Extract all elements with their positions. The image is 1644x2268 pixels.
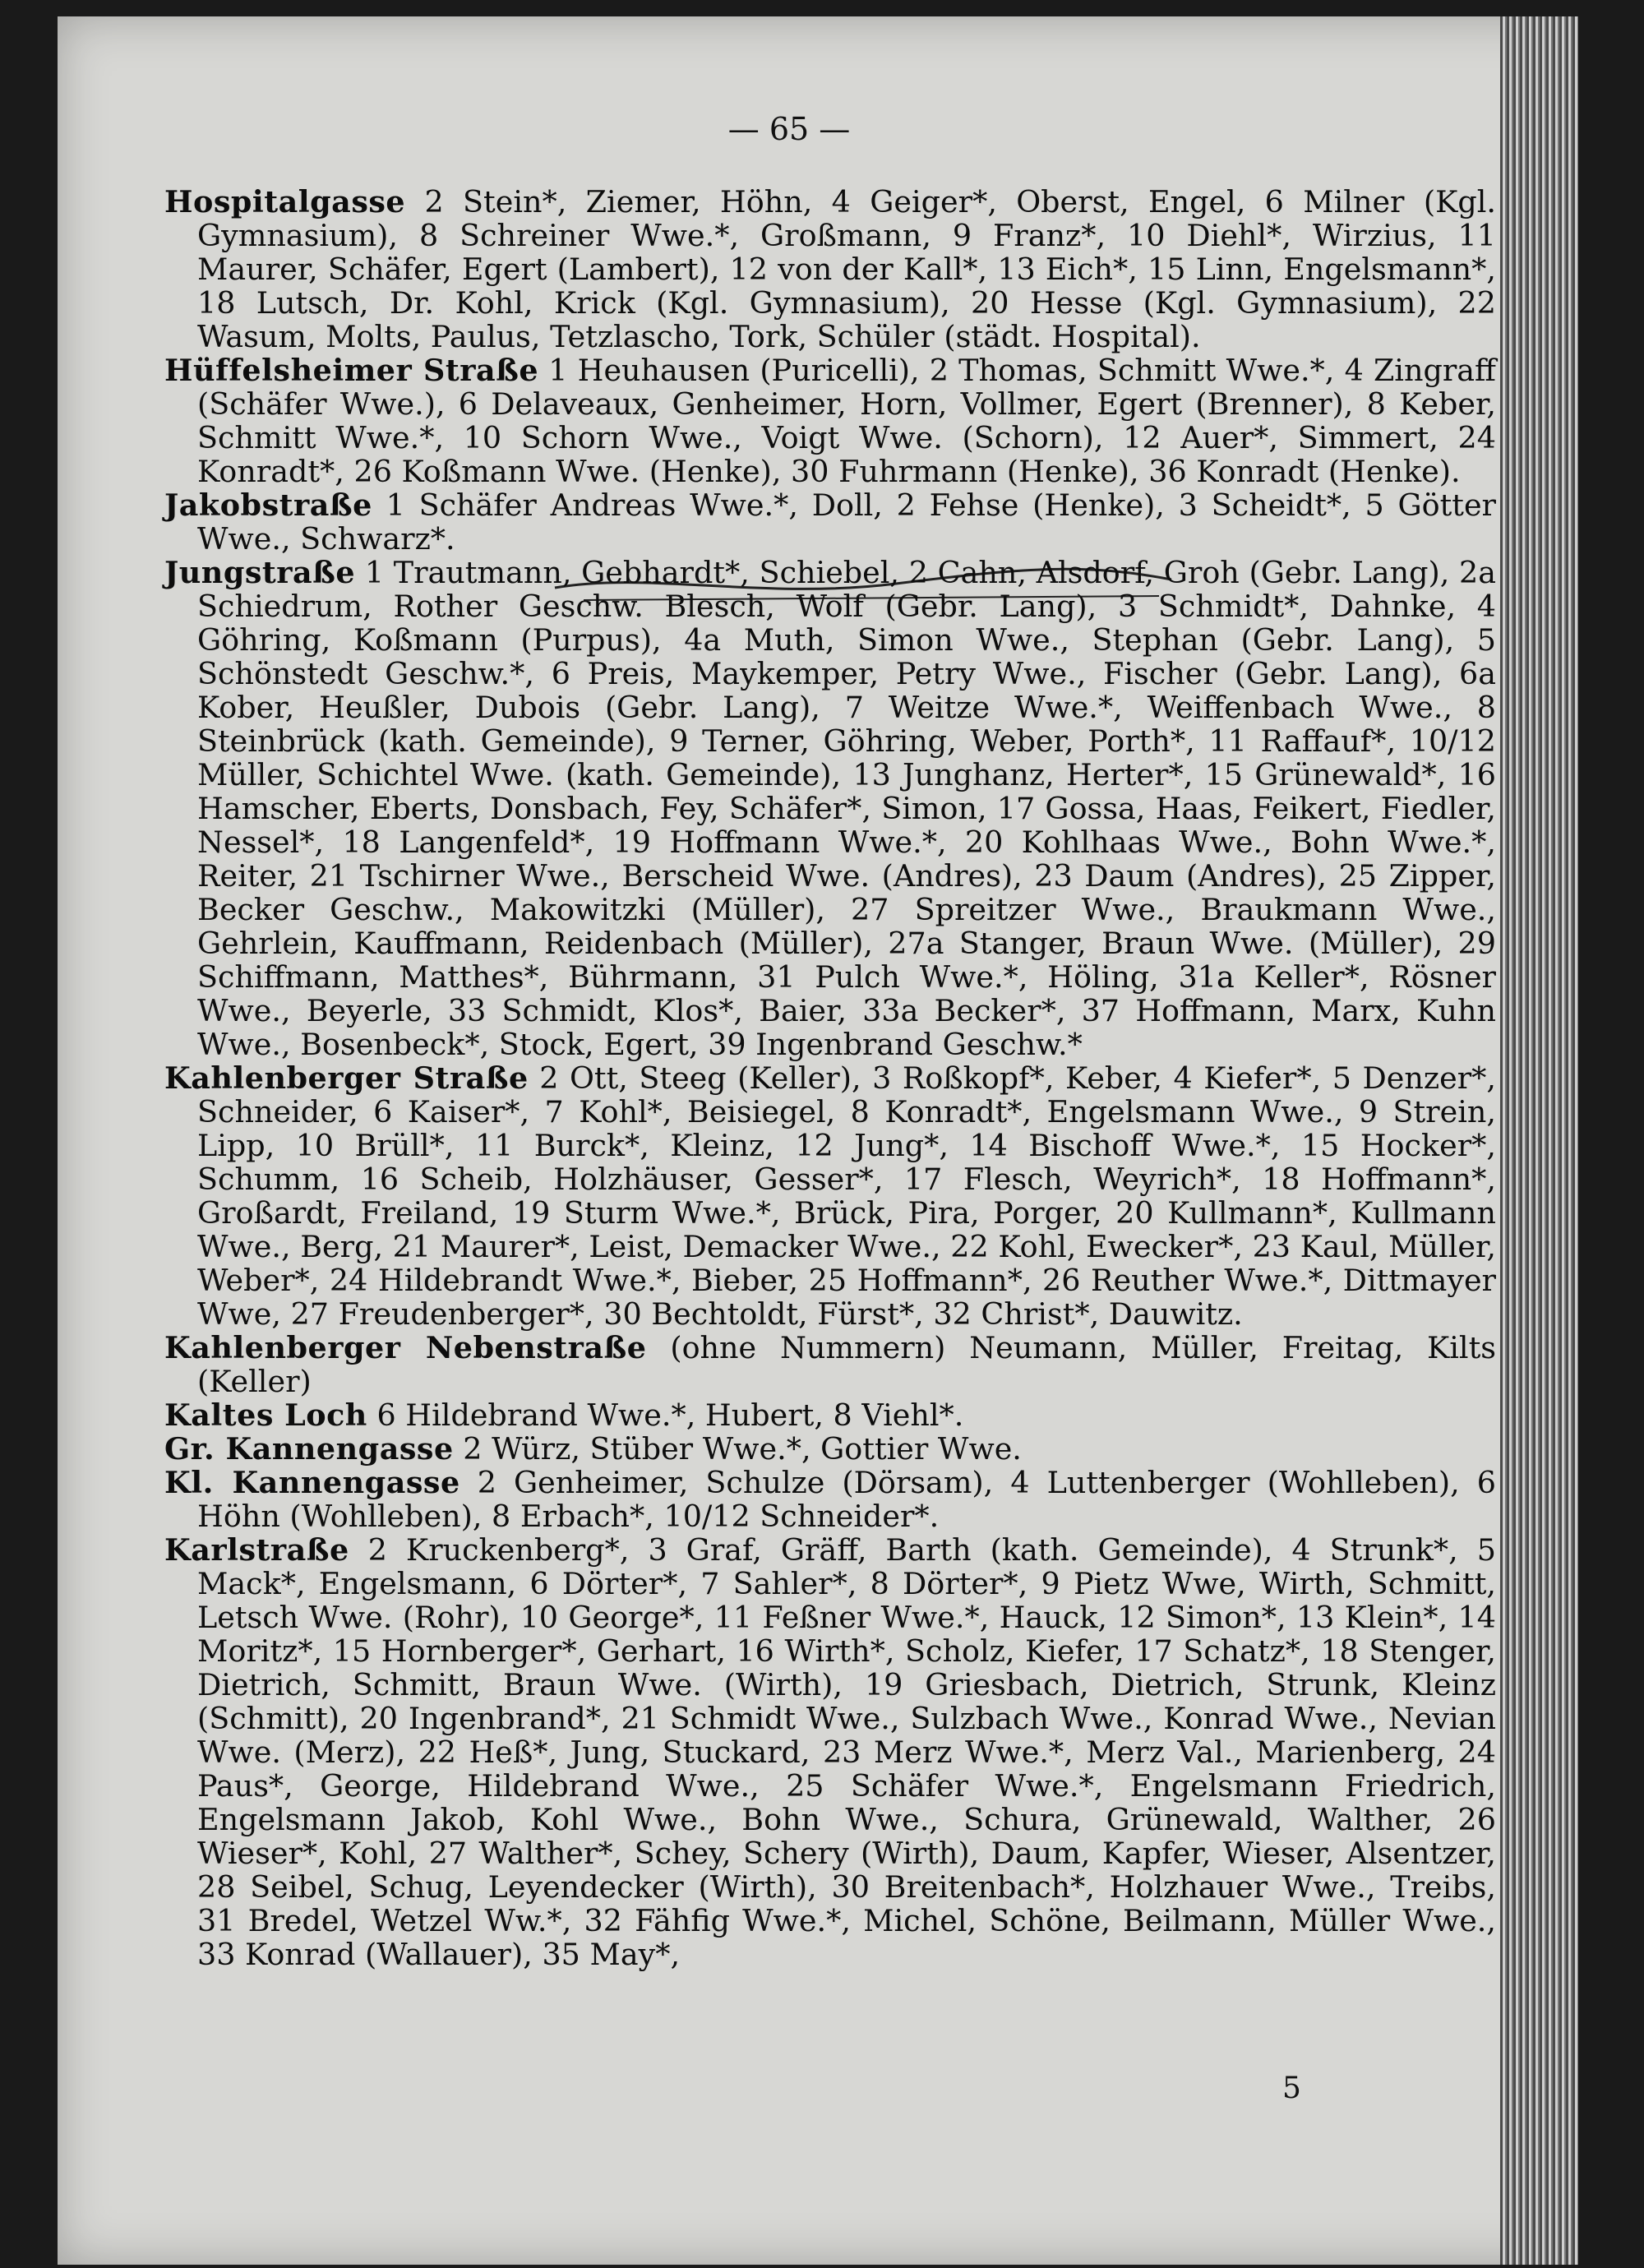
street-name: Jungstraße — [164, 555, 356, 590]
entry-karlstrasse — [164, 1533, 1496, 1971]
entry-residents: 2 Ott, Steeg (Keller), 3 Roßkopf*, Keber, 4 Kiefer*, 5 Denzer*, Schneider, 6 Kaiser*, 7 Kohl*, Beisiegel, 8 Konradt*, Engelsmann Wwe., 9 Strein, Lipp, 10 Brüll*, 11 Burck*, Kleinz, 12 Jung*, 14 Bischoff Wwe.*, 15 Hocker*, Schumm, 16 Scheib, Holzhäuser, Gesser*, 17 Flesch, Weyrich*, 18 Hoffmann*, Großardt, Freiland, 19 Sturm Wwe.*, Brück, Pira, Porger, 20 Kullmann*, Kullmann Wwe., Berg, 21 Maurer*, Leist, Demacker Wwe., 22 Kohl, Ewecker*, 23 Kaul, Müller, Weber*, 24 Hildebrandt Wwe.*, Bieber, 25 Hoffmann*, 26 Reuther Wwe.*, Dittmayer Wwe, 27 Freudenberger*, 30 Bechtoldt, Fürst*, 32 Christ*, Dauwitz. — [197, 1060, 1496, 1332]
entry-jungstrasse — [164, 556, 1496, 1061]
street-name: Kl. Kannengasse — [164, 1465, 460, 1500]
entry-gr-kannengasse — [164, 1432, 1496, 1466]
street-name: Gr. Kannengasse — [164, 1431, 454, 1467]
entry-hospitalgasse — [164, 185, 1496, 353]
entry-residents: 1 Schäfer Andreas Wwe.*, Doll, 2 Fehse (Henke), 3 Scheidt*, 5 Götter Wwe., Schwarz*. — [197, 487, 1496, 557]
book-page — [58, 16, 1578, 2265]
entry-residents: (ohne Nummern) Neumann, Müller, Freitag, Kilts (Keller) — [197, 1330, 1496, 1399]
street-name: Karlstraße — [164, 1532, 349, 1568]
entry-kahlenberger-nebenstrasse — [164, 1331, 1496, 1398]
directory-text — [164, 185, 1496, 1971]
sheet-signature: 5 — [1282, 2072, 1301, 2105]
entry-residents: 1 Heuhausen (Puricelli), 2 Thomas, Schmitt Wwe.*, 4 Zingraff (Schäfer Wwe.), 6 Delaveaux, Genheimer, Horn, Vollmer, Egert (Brenner), 8 Keber, Schmitt Wwe.*, 10 Schorn Wwe., Voigt Wwe. (Schorn), 12 Auer*, Simmert, 24 Konradt*, 26 Koßmann Wwe. (Henke), 30 Fuhrmann (Henke), 36 Konradt (Henke). — [197, 353, 1496, 489]
entry-kahlenberger-strasse — [164, 1061, 1496, 1331]
entry-hueffelsheimer-strasse — [164, 353, 1496, 488]
entry-residents: 2 Würz, Stüber Wwe.*, Gottier Wwe. — [463, 1431, 1022, 1467]
entry-residents: 2 Stein*, Ziemer, Höhn, 4 Geiger*, Oberst, Engel, 6 Milner (Kgl. Gymnasium), 8 Schreiner Wwe.*, Großmann, 9 Franz*, 10 Diehl*, Wirzius, 11 Maurer, Schäfer, Egert (Lambert), 12 von der Kall*, 13 Eich*, 15 Linn, Engelsmann*, 18 Lutsch, Dr. Kohl, Krick (Kgl. Gymnasium), 20 Hesse (Kgl. Gymnasium), 22 Wasum, Molts, Paulus, Tetzlascho, Tork, Schüler (städt. Hospital). — [197, 184, 1496, 354]
entry-residents: 2 Genheimer, Schulze (Dörsam), 4 Luttenberger (Wohlleben), 6 Höhn (Wohlleben), 8 Erbach*, 10/12 Schneider*. — [197, 1465, 1496, 1534]
page-number: — 65 — — [727, 111, 851, 147]
book-spine — [1500, 16, 1578, 2265]
entry-residents: 2 Kruckenberg*, 3 Graf, Gräff, Barth (kath. Gemeinde), 4 Strunk*, 5 Mack*, Engelsmann, 6 Dörter*, 7 Sahler*, 8 Dörter*, 9 Pietz Wwe, Wirth, Schmitt, Letsch Wwe. (Rohr), 10 George*, 11 Feßner Wwe.*, Hauck, 12 Simon*, 13 Klein*, 14 Moritz*, 15 Hornberger*, Gerhart, 16 Wirth*, Scholz, Kiefer, 17 Schatz*, 18 Stenger, Dietrich, Schmitt, Braun Wwe. (Wirth), 19 Griesbach, Dietrich, Strunk, Kleinz (Schmitt), 20 Ingenbrand*, 21 Schmidt Wwe., Sulzbach Wwe., Konrad Wwe., Nevian Wwe. (Merz), 22 Heß*, Jung, Stuckard, 23 Merz Wwe.*, Merz Val., Marienberg, 24 Paus*, George, Hildebrand Wwe., 25 Schäfer Wwe.*, Engelsmann Friedrich, Engelsmann Jakob, Kohl Wwe., Bohn Wwe., Schura, Grünewald, Walther, 26 Wieser*, Kohl, 27 Walther*, Schey, Schery (Wirth), Daum, Kapfer, Wieser, Alsentzer, 28 Seibel, Schug, Leyendecker (Wirth), 30 Breitenbach*, Holzhauer Wwe., Treibs, 31 Bredel, Wetzel Ww.*, 32 Fähfig Wwe.*, Michel, Schöne, Beilmann, Müller Wwe., 33 Konrad (Wallauer), 35 May*, — [197, 1532, 1496, 1972]
entry-residents: 1 Trautmann, Gebhardt*, Schiebel, 2 Cahn, Alsdorf, Groh (Gebr. Lang), 2a Schiedrum, Rother Geschw. Blesch, Wolf (Gebr. Lang), 3 Schmidt*, Dahnke, 4 Göhring, Koßmann (Purpus), 4a Muth, Simon Wwe., Stephan (Gebr. Lang), 5 Schönstedt Geschw.*, 6 Preis, Maykemper, Petry Wwe., Fischer (Gebr. Lang), 6a Kober, Heußler, Dubois (Gebr. Lang), 7 Weitze Wwe.*, Weiffenbach Wwe., 8 Steinbrück (kath. Gemeinde), 9 Terner, Göhring, Weber, Porth*, 11 Raffauf*, 10/12 Müller, Schichtel Wwe. (kath. Gemeinde), 13 Junghanz, Herter*, 15 Grünewald*, 16 Hamscher, Eberts, Donsbach, Fey, Schäfer*, Simon, 17 Gossa, Haas, Feikert, Fiedler, Nessel*, 18 Langenfeld*, 19 Hoffmann Wwe.*, 20 Kohlhaas Wwe., Bohn Wwe.*, Reiter, 21 Tschirner Wwe., Berscheid Wwe. (Andres), 23 Daum (Andres), 25 Zipper, Becker Geschw., Makowitzki (Müller), 27 Spreitzer Wwe., Braukmann Wwe., Gehrlein, Kauffmann, Reidenbach (Müller), 27a Stanger, Braun Wwe. (Müller), 29 Schiffmann, Matthes*, Bührmann, 31 Pulch Wwe.*, Höling, 31a Keller*, Rösner Wwe., Beyerle, 33 Schmidt, Klos*, Baier, 33a Becker*, 37 Hoffmann, Marx, Kuhn Wwe., Bosenbeck*, Stock, Egert, 39 Ingenbrand Geschw.* — [197, 555, 1496, 1062]
entry-kaltes-loch — [164, 1398, 1496, 1432]
street-name: Kaltes Loch — [164, 1397, 367, 1433]
street-name: Kahlenberger Nebenstraße — [164, 1330, 647, 1365]
entry-residents: 6 Hildebrand Wwe.*, Hubert, 8 Viehl*. — [376, 1397, 964, 1433]
entry-jakobstrasse — [164, 488, 1496, 556]
street-name: Hospitalgasse — [164, 184, 406, 219]
entry-kl-kannengasse — [164, 1466, 1496, 1533]
street-name: Hüffelsheimer Straße — [164, 353, 539, 388]
street-name: Kahlenberger Straße — [164, 1060, 529, 1096]
street-name: Jakobstraße — [164, 487, 372, 523]
